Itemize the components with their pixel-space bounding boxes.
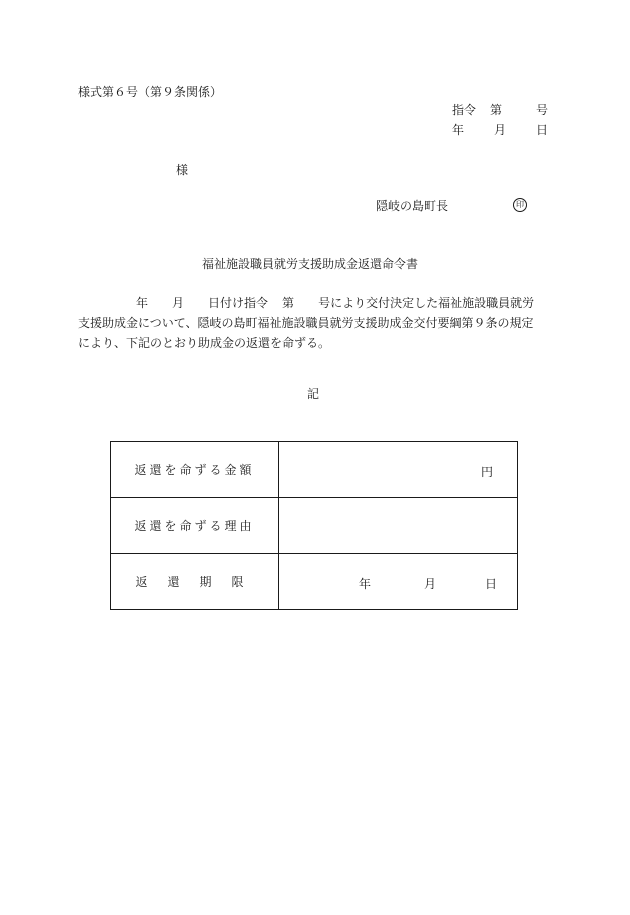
deadline-month: 月 <box>424 577 437 591</box>
body-dai: 第 <box>282 296 295 310</box>
reason-label-text: 返還を命ずる理由 <box>134 519 255 533</box>
amount-label-text: 返還を命ずる金額 <box>134 463 255 477</box>
deadline-label-text: 返還期限 <box>135 575 264 589</box>
body-line-2: 支援助成金について、隠岐の島町福祉施設職員就労支援助成金交付要綱第９条の規定 <box>78 316 534 330</box>
order-number <box>452 104 548 116</box>
deadline-year: 年 <box>359 577 372 591</box>
deadline-day: 日 <box>485 577 498 591</box>
addressee-honorific: 様 <box>176 163 189 177</box>
body-year: 年 <box>136 296 149 310</box>
body-month: 月 <box>172 296 185 310</box>
body-day-order: 日付け指令 <box>208 296 269 310</box>
order-dai: 第 <box>489 103 502 117</box>
yen-unit: 円 <box>480 465 493 479</box>
amount-label <box>111 442 279 498</box>
table-row <box>111 554 518 610</box>
reason-value <box>279 498 518 554</box>
issue-date-day: 日 <box>535 123 548 137</box>
body-text <box>78 293 558 353</box>
deadline-value <box>279 554 518 610</box>
issue-date-month: 月 <box>493 123 506 137</box>
form-number: 様式第６号（第９条関係） <box>78 85 223 99</box>
table-row <box>111 498 518 554</box>
body-line-1 <box>78 293 558 313</box>
issue-date <box>452 124 548 136</box>
deadline-label <box>111 554 279 610</box>
reason-label <box>111 498 279 554</box>
body-line-3: により、下記のとおり助成金の返還を命ずる。 <box>78 336 331 350</box>
amount-value <box>279 442 518 498</box>
seal-mark: 印 <box>513 198 527 212</box>
order-go: 号 <box>535 103 548 117</box>
issue-date-year: 年 <box>451 123 464 137</box>
refund-table <box>110 441 518 610</box>
table-row <box>111 442 518 498</box>
ki-heading: 記 <box>307 387 320 401</box>
order-label: 指令 <box>451 103 476 117</box>
document-title: 福祉施設職員就労支援助成金返還命令書 <box>202 257 419 271</box>
sender-name: 隠岐の島町長 <box>376 199 449 213</box>
body-rest: 号により交付決定した福祉施設職員就労 <box>318 296 535 310</box>
